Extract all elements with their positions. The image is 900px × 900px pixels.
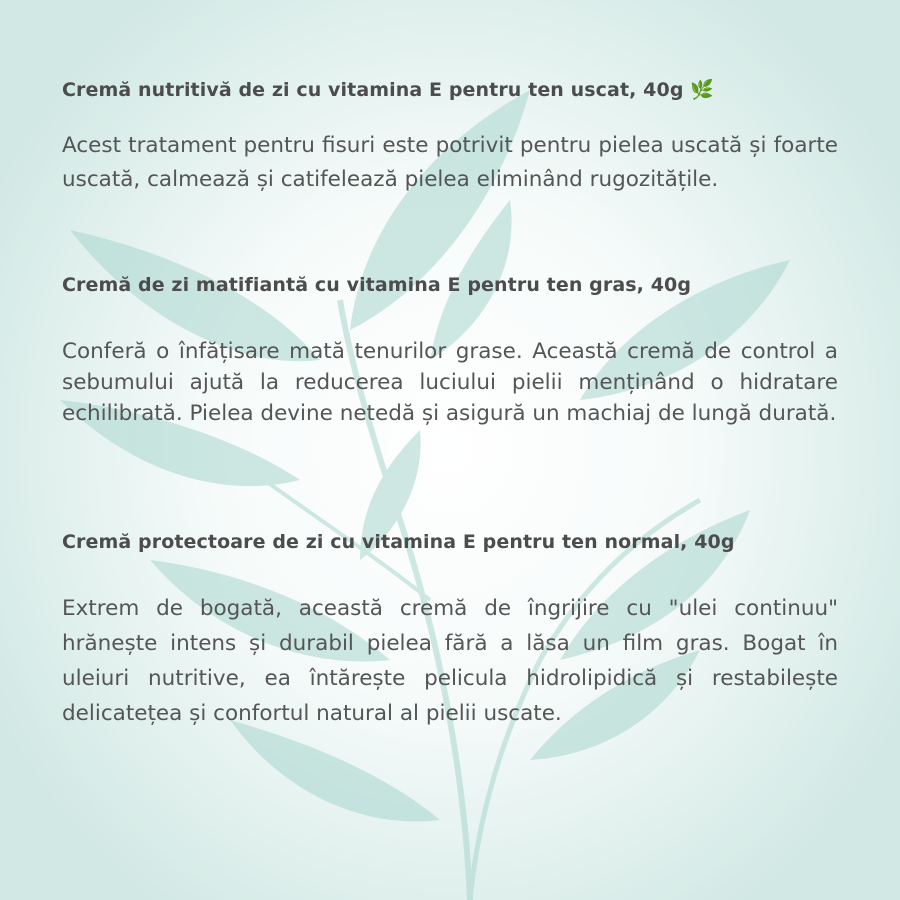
section-title-dry-skin: Cremă nutritivă de zi cu vitamina E pentru ten uscat, 40g 🌿 — [62, 79, 714, 101]
section-text-oily-skin: Conferă o înfățisare mată tenurilor grase. Această cremă de control a sebumului ajută la reducerea luciului pielii menținând o hidratare echilibrată. Pielea devine netedă și asigură un machiaj de lungă durată. — [62, 339, 838, 426]
section-text-dry-skin: Acest tratament pentru fisuri este potrivit pentru pielea uscată și foarte uscată, calmează și catifelează pielea eliminând rugozitățile. — [62, 133, 838, 192]
section-title-oily-skin: Cremă de zi matifiantă cu vitamina E pentru ten gras, 40g — [62, 274, 692, 296]
section-text-normal-skin: Extrem de bogată, această cremă de îngrijire cu "ulei continuu" hrănește intens și durabil pielea fără a lăsa un film gras. Bogat în uleiuri nutritive, ea întărește pelicula hidrolipidică și restabilește delicatețea și confortul natural al pielii uscate. — [62, 596, 838, 726]
section-title-normal-skin: Cremă protectoare de zi cu vitamina E pentru ten normal, 40g — [62, 531, 735, 553]
